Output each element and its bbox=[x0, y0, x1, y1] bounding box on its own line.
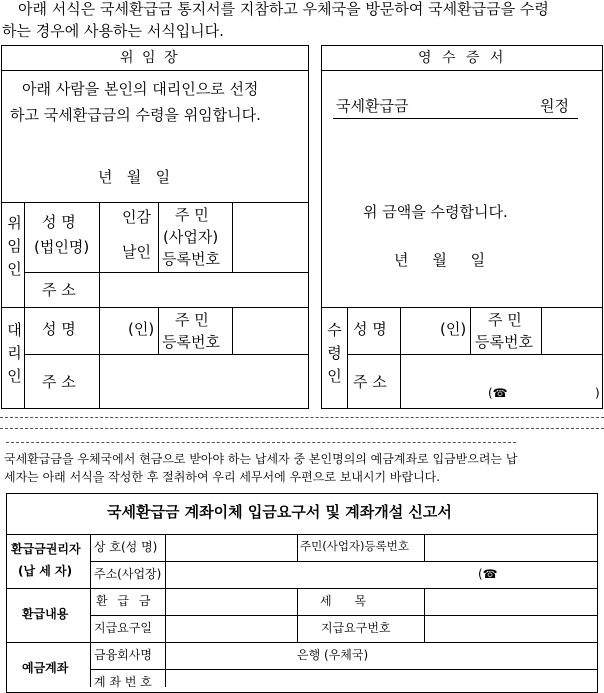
trade-name-label: 상 호(성 명) bbox=[94, 540, 158, 554]
agent-reg-label-line-2: 등록번호 bbox=[162, 333, 220, 351]
transfer-form-box bbox=[6, 493, 598, 693]
cut-line-2 bbox=[0, 428, 604, 429]
bank-suffix: 은행 (우체국) bbox=[297, 648, 369, 662]
refund-amount-label: 환 급 금 bbox=[96, 594, 154, 608]
receiver-address-label: 주 소 bbox=[353, 373, 387, 391]
cut-line-3 bbox=[6, 442, 516, 443]
receiver-reg-label-line-1: 주 민 bbox=[488, 311, 522, 329]
claimant-label-line-2: (납 세 자) bbox=[18, 564, 73, 578]
intro-line-2: 하는 경우에 사용하는 서식입니다. bbox=[2, 22, 224, 40]
notice-line-1: 국세환급금을 우체국에서 현금으로 받아야 하는 납세자 중 본인명의의 예금계좌로 입금받으려는 납 bbox=[4, 452, 518, 466]
agent-address-label: 주 소 bbox=[42, 373, 76, 391]
receipt-statement: 위 금액을 수령합니다. bbox=[363, 203, 508, 221]
account-number-label: 계 좌 번 호 bbox=[94, 675, 152, 689]
receipt-title: 영 수 증 서 bbox=[418, 50, 507, 66]
tax-item-label: 세 목 bbox=[320, 594, 367, 608]
cut-line-1 bbox=[0, 417, 604, 418]
reg-label-line-3: 등록번호 bbox=[162, 250, 220, 268]
poa-statement-line-1: 아래 사람을 본인의 대리인으로 선정 bbox=[22, 80, 259, 98]
receiver-seal-label: (인) bbox=[440, 320, 467, 338]
agent-name-label: 성 명 bbox=[42, 320, 76, 338]
delegator-label: 위임인 bbox=[5, 215, 23, 284]
address-label: 주소(사업장) bbox=[94, 567, 162, 581]
reg-number-label: 주민(사업자)등록번호 bbox=[300, 539, 409, 553]
delegator-address-label: 주 소 bbox=[42, 281, 76, 299]
receiver-label: 수령인 bbox=[325, 322, 343, 391]
reg-label-line-2: (사업자) bbox=[163, 228, 219, 246]
transfer-phone-open: (☎ bbox=[478, 567, 498, 581]
receiver-name-label: 성 명 bbox=[353, 320, 387, 338]
agent-reg-label-line-1: 주 민 bbox=[175, 311, 209, 329]
claimant-label-line-1: 환급금권리자 bbox=[11, 542, 81, 556]
intro-line-1: 아래 서식은 국세환급금 통지서를 지참하고 우체국을 방문하여 국세환급금을 수령 bbox=[18, 0, 549, 18]
poa-date-line[interactable]: 년 월 일 bbox=[98, 168, 171, 186]
receipt-amount-unit: 원정 bbox=[540, 97, 569, 115]
pay-date-label: 지급요구일 bbox=[94, 621, 152, 635]
agent-seal-label: (인) bbox=[128, 320, 155, 338]
bank-name-label: 금융회사명 bbox=[94, 648, 152, 662]
pay-number-label: 지급요구번호 bbox=[321, 621, 391, 635]
power-of-attorney-title: 위 임 장 bbox=[120, 50, 180, 66]
receipt-amount-underline[interactable] bbox=[333, 118, 578, 119]
poa-statement-line-2: 하고 국세환급금의 수령을 위임합니다. bbox=[10, 106, 261, 124]
delegator-name-label: 성 명 bbox=[42, 213, 76, 231]
receipt-amount-label: 국세환급금 bbox=[336, 97, 409, 115]
notice-line-2: 세자는 아래 서식을 작성한 후 절취하여 우리 세무서에 우편으로 보내시기 바랍니다. bbox=[4, 470, 441, 484]
receiver-phone-close: ) bbox=[595, 386, 600, 400]
receipt-date-line[interactable]: 년 월 일 bbox=[394, 251, 486, 269]
receiver-reg-label-line-2: 등록번호 bbox=[475, 333, 533, 351]
agent-label: 대리인 bbox=[5, 322, 23, 391]
receiver-phone-open: (☎ bbox=[488, 386, 508, 400]
reg-label-line-1: 주 민 bbox=[175, 206, 209, 224]
account-label: 예금계좌 bbox=[22, 661, 69, 675]
seal-label-line-1: 인감 bbox=[122, 208, 151, 226]
refund-label: 환급내용 bbox=[22, 607, 69, 621]
transfer-form-title: 국세환급금 계좌이체 입금요구서 및 계좌개설 신고서 bbox=[107, 503, 452, 521]
delegator-corp-name-label: (법인명) bbox=[34, 238, 90, 256]
seal-label-line-2: 날인 bbox=[122, 243, 151, 261]
